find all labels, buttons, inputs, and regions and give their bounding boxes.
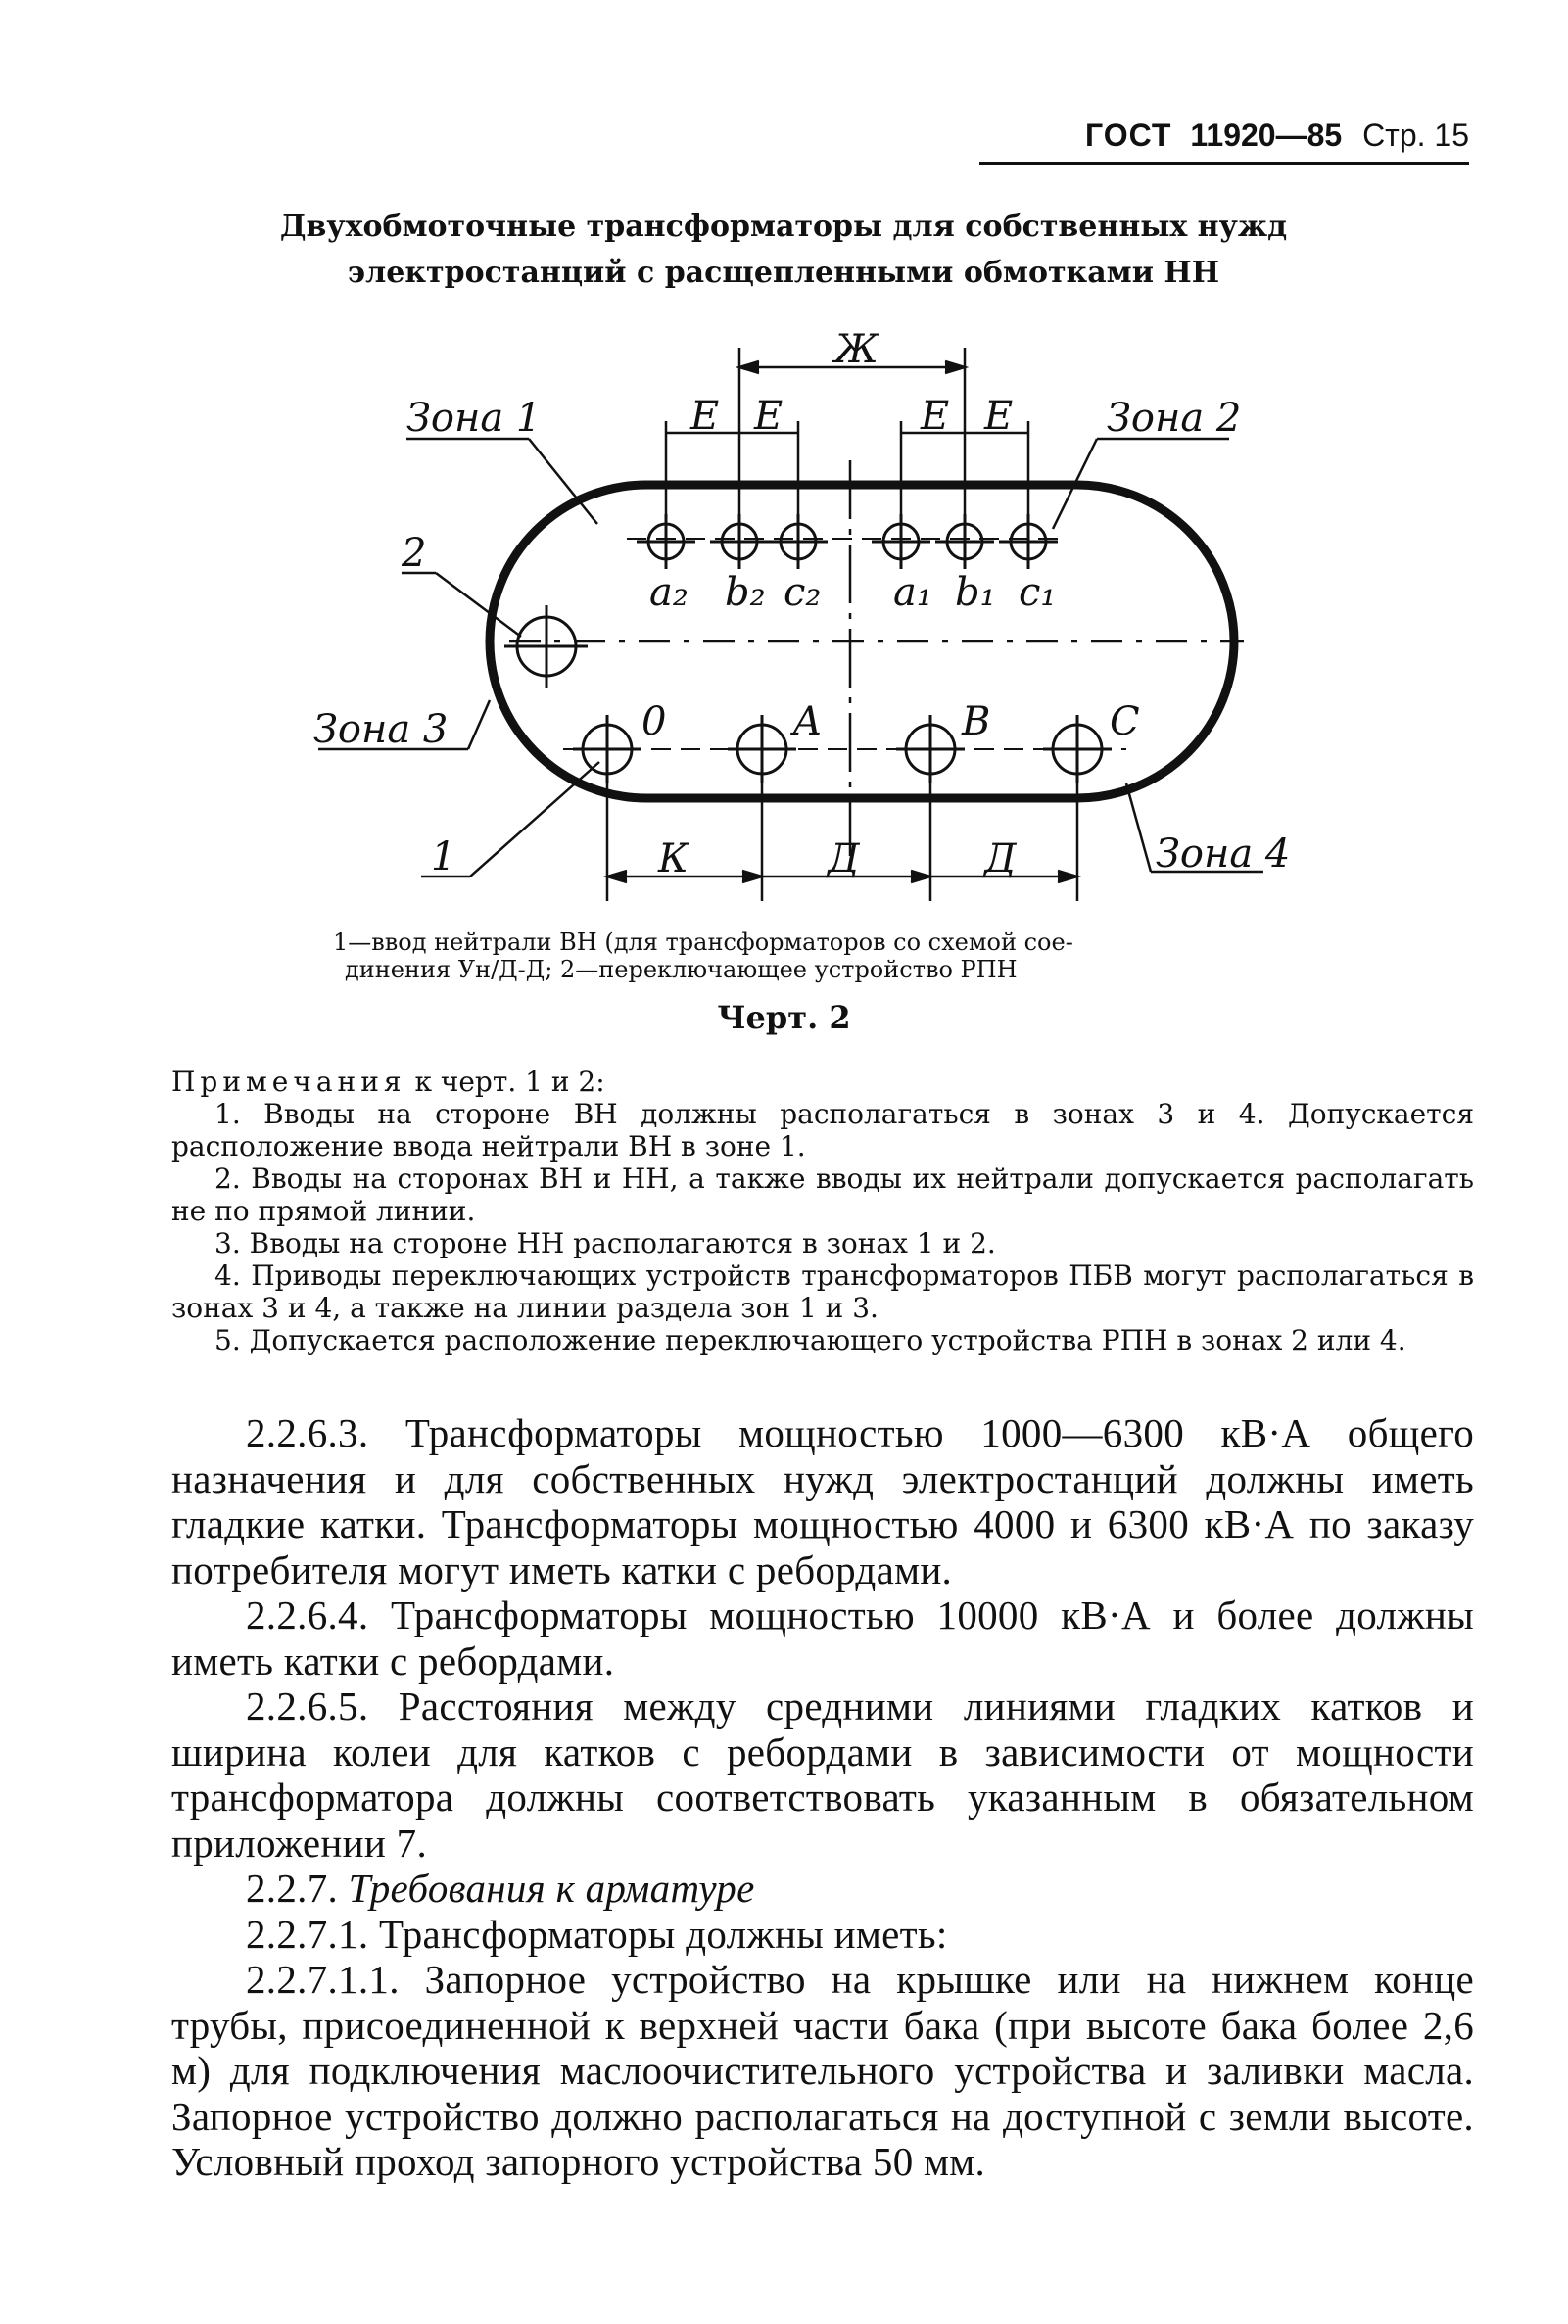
paragraph-2-2-6-5: 2.2.6.5. Расстояния между средними линиями гладких катков и ширина колеи для катков с ребордами в зависимости от мощности трансформатора должны соответствовать указанным в обязательном приложении 7. <box>171 1684 1474 1866</box>
paragraph-2-2-7 <box>171 1866 1474 1912</box>
notes-title-rest: к черт. 1 и 2: <box>405 1066 605 1098</box>
page-header <box>979 118 1469 165</box>
note-item-2: 2. Вводы на сторонах ВН и НН, а также вводы их нейтрали допускается располагать не по прямой линии. <box>171 1162 1474 1227</box>
bushing-a-label: A <box>793 699 822 744</box>
callout-2-label: 2 <box>402 531 427 576</box>
note-item-4: 4. Приводы переключающих устройств трансформаторов ПБВ могут располагаться в зонах 3 и 4, а также на линии раздела зон 1 и 3. <box>171 1259 1474 1324</box>
page-number: Стр. 15 <box>1362 118 1469 153</box>
dim-e4-label: Е <box>984 394 1014 439</box>
bushing-b-label: B <box>962 699 991 744</box>
paragraph-2-2-6-4: 2.2.6.4. Трансформаторы мощностью 10000 кВ·А и более должны иметь катки с ребордами. <box>171 1592 1474 1684</box>
standard-number: 11920—85 <box>1190 118 1343 153</box>
note-item-5: 5. Допускается расположение переключающего устройства РПН в зонах 2 или 4. <box>214 1324 1406 1356</box>
standard-abbr: ГОСТ <box>1085 118 1172 153</box>
bushing-c-label: C <box>1110 699 1140 744</box>
section-title-line-1: Двухобмоточные трансформаторы для собственных нужд <box>279 210 1288 244</box>
paragraph-2-2-6-3: 2.2.6.3. Трансформаторы мощностью 1000—6300 кВ·А общего назначения и для собственных нужд электростанций должны иметь гладкие катки. Трансформаторы мощностью 4000 и 6300 кВ·А по заказу потребителя могут иметь катки с ребордами. <box>171 1410 1474 1592</box>
note-item-3: 3. Вводы на стороне НН располагаются в зонах 1 и 2. <box>214 1227 996 1259</box>
section-title <box>196 204 1371 296</box>
note-item-1: 1. Вводы на стороне ВН должны располагаться в зонах 3 и 4. Допускается расположение ввода нейтрали ВН в зоне 1. <box>171 1098 1474 1162</box>
callout-1-label: 1 <box>431 834 456 879</box>
bushing-b1-label: b₁ <box>955 570 996 615</box>
transformer-bushing-diagram <box>0 333 1568 921</box>
caption-line-1: 1—ввод нейтрали ВН (для трансформаторов со схемой сое- <box>333 928 1073 956</box>
dim-e2-label: Е <box>754 394 784 439</box>
notes-title: Примечания <box>171 1066 406 1098</box>
body-text <box>171 1410 1474 2185</box>
rpn-switch <box>504 605 588 688</box>
bushing-a1-label: a₁ <box>893 570 932 615</box>
paragraph-2-2-7-1-1: 2.2.7.1.1. Запорное устройство на крышке или на нижнем конце трубы, присоединенной к верхней части бака (при высоте бака более 2,6 м) для подключения маслоочистительного устройства и заливки масла. Запорное устройство должно располагаться на доступной с земли высоте. Условный проход запорного устройства 50 мм. <box>171 1957 1474 2184</box>
notes-block <box>171 1066 1474 1356</box>
dim-e1-label: Е <box>690 394 720 439</box>
figure-label: Черт. 2 <box>717 999 851 1036</box>
figure-caption <box>333 928 1254 983</box>
dim-zh-label: Ж <box>834 333 879 372</box>
zone-2-label: Зона 2 <box>1107 396 1242 441</box>
section-2-2-7-number: 2.2.7. <box>246 1866 349 1911</box>
bushing-c1-label: c₁ <box>1019 570 1057 615</box>
paragraph-2-2-7-1: 2.2.7.1. Трансформаторы должны иметь: <box>246 1911 948 1957</box>
zone-3-label: Зона 3 <box>313 707 449 752</box>
lv-bushings <box>637 514 1058 569</box>
caption-line-2: динения Ун/Д-Д; 2—переключающее устройство РПН <box>345 956 1018 983</box>
bushing-c2-label: c₂ <box>784 570 822 615</box>
bushing-a2-label: a₂ <box>649 570 689 615</box>
zone-4-label: Зона 4 <box>1156 831 1291 877</box>
zone-1-label: Зона 1 <box>406 396 542 441</box>
section-2-2-7-title: Требования к арматуре <box>348 1866 755 1911</box>
dim-d1-label: Д <box>828 836 860 881</box>
leader-lines <box>318 439 1263 877</box>
bushing-b2-label: b₂ <box>725 570 766 615</box>
notes-heading <box>171 1066 1474 1098</box>
dim-e3-label: Е <box>921 394 950 439</box>
bushing-0-label: 0 <box>641 699 667 744</box>
section-title-line-2: электростанций с расщепленными обмотками НН <box>347 256 1220 290</box>
dim-d2-label: Д <box>984 836 1017 881</box>
dim-k-label: К <box>658 836 689 881</box>
